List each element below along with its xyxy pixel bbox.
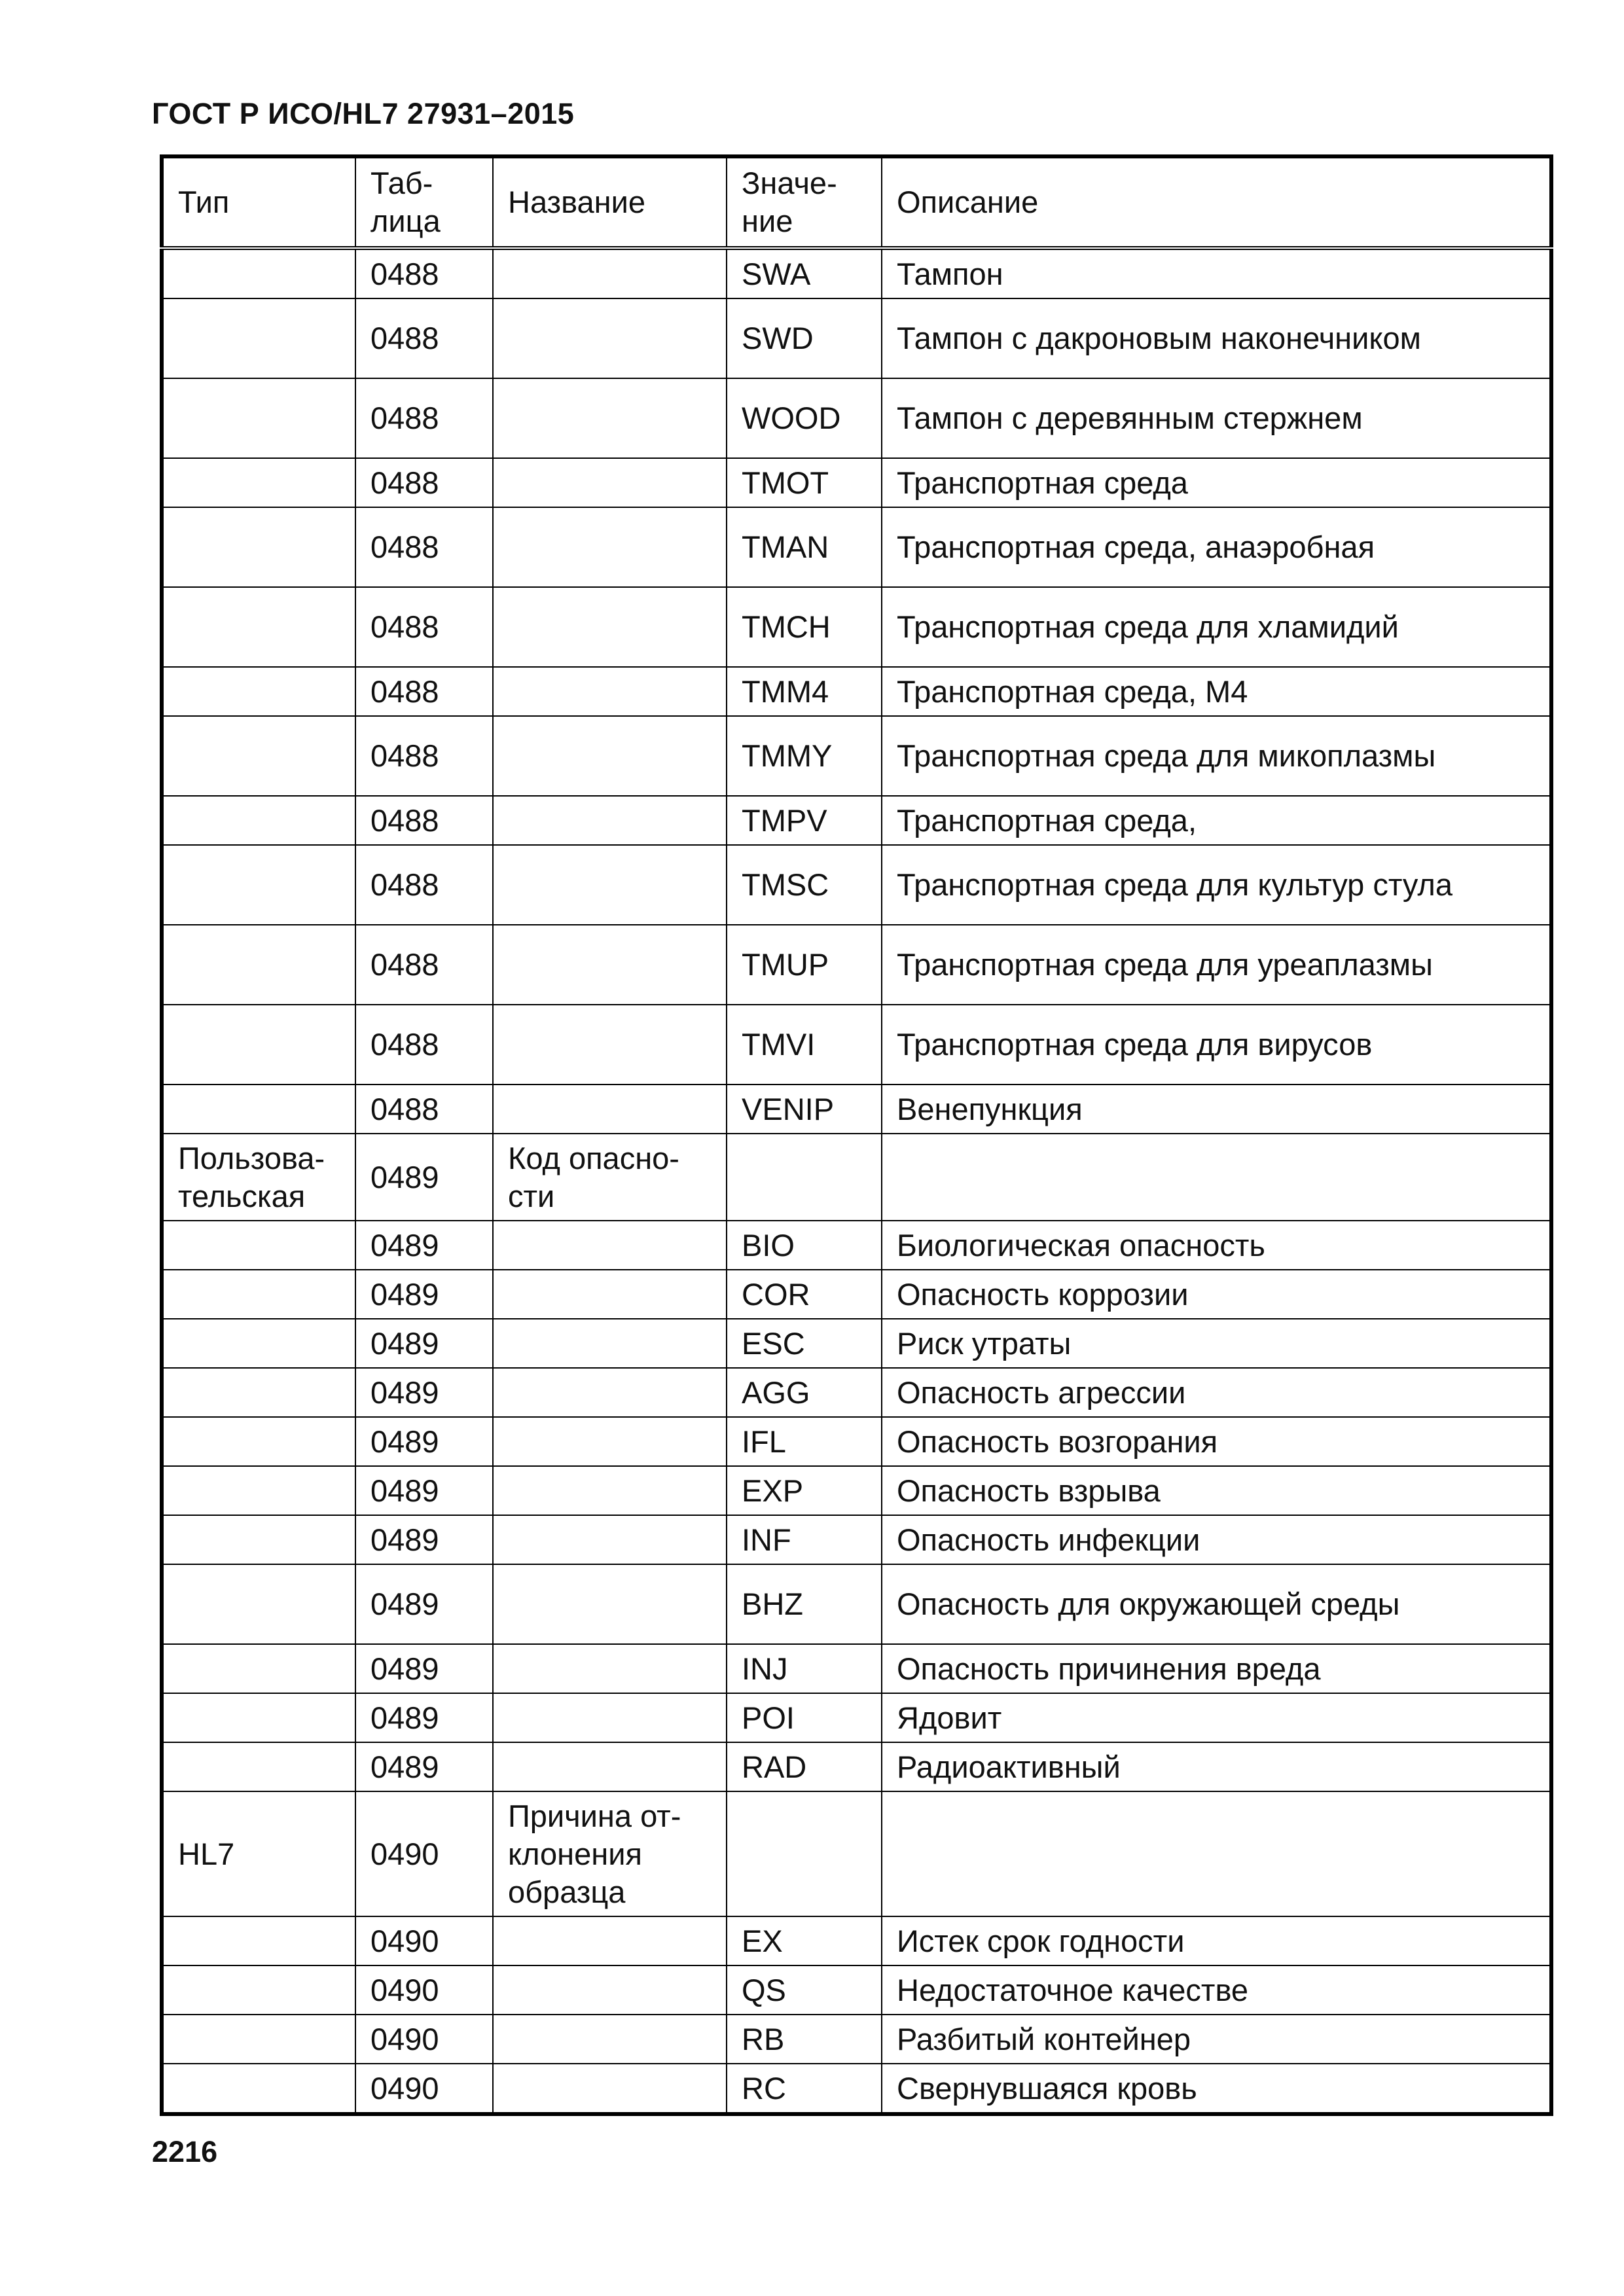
header-row — [162, 156, 1551, 248]
cell-type — [162, 1791, 355, 1916]
cell-value: TMMY — [727, 716, 882, 796]
cell-value: ESC — [727, 1319, 882, 1368]
cell-description — [882, 1791, 1551, 1916]
cell-type — [162, 1965, 355, 2015]
cell-description: Тампон с дакроновым наконечником — [882, 298, 1551, 378]
cell-value: RAD — [727, 1742, 882, 1791]
cell-text-line: HL7 — [178, 1836, 235, 1871]
header-name — [493, 156, 727, 248]
cell-name — [493, 667, 727, 716]
table-row — [162, 248, 1551, 298]
cell-text-line: образца — [508, 1874, 626, 1909]
cell-table: 0489 — [355, 1742, 493, 1791]
cell-type — [162, 458, 355, 507]
cell-type — [162, 1319, 355, 1368]
page-number: 2216 — [152, 2135, 218, 2168]
table-row — [162, 1319, 1551, 1368]
cell-name — [493, 1417, 727, 1466]
codes-table — [160, 154, 1553, 2116]
cell-name — [493, 2015, 727, 2064]
table-row — [162, 796, 1551, 845]
cell-name — [493, 716, 727, 796]
cell-table: 0490 — [355, 1916, 493, 1965]
cell-type — [162, 378, 355, 458]
cell-type — [162, 1134, 355, 1221]
cell-description: Истек срок годности — [882, 1916, 1551, 1965]
cell-name — [493, 1466, 727, 1515]
cell-type — [162, 1515, 355, 1564]
cell-description: Транспортная среда для вирусов — [882, 1005, 1551, 1085]
cell-table: 0489 — [355, 1270, 493, 1319]
cell-table: 0488 — [355, 845, 493, 925]
cell-type — [162, 925, 355, 1005]
table-row — [162, 1791, 1551, 1916]
cell-table: 0490 — [355, 2015, 493, 2064]
cell-text-line: Таб- — [370, 166, 433, 200]
cell-name — [493, 1319, 727, 1368]
cell-type — [162, 1368, 355, 1417]
table-row — [162, 1965, 1551, 2015]
cell-type — [162, 1221, 355, 1270]
table-row — [162, 1085, 1551, 1134]
cell-name — [493, 2064, 727, 2114]
cell-table: 0490 — [355, 1965, 493, 2015]
cell-table: 0488 — [355, 458, 493, 507]
cell-name — [493, 845, 727, 925]
cell-table: 0488 — [355, 667, 493, 716]
cell-type — [162, 507, 355, 587]
cell-type — [162, 587, 355, 667]
cell-text-line: лица — [370, 204, 441, 238]
table-row — [162, 1466, 1551, 1515]
cell-description: Опасность агрессии — [882, 1368, 1551, 1417]
cell-name — [493, 248, 727, 298]
cell-table: 0489 — [355, 1693, 493, 1742]
cell-description: Риск утраты — [882, 1319, 1551, 1368]
document-header: ГОСТ Р ИСО/HL7 27931–2015 — [152, 97, 575, 130]
cell-text-line: Значе- — [742, 166, 837, 200]
cell-type — [162, 248, 355, 298]
cell-name — [493, 1965, 727, 2015]
cell-value: POI — [727, 1693, 882, 1742]
cell-type — [162, 796, 355, 845]
header-type — [162, 156, 355, 248]
cell-description: Транспортная среда для уреаплазмы — [882, 925, 1551, 1005]
cell-type — [162, 716, 355, 796]
cell-value: TMUP — [727, 925, 882, 1005]
header-table — [355, 156, 493, 248]
cell-description: Опасность инфекции — [882, 1515, 1551, 1564]
cell-table: 0488 — [355, 1005, 493, 1085]
cell-text-line: Описание — [897, 185, 1039, 219]
cell-description: Транспортная среда для микоплазмы — [882, 716, 1551, 796]
cell-table: 0489 — [355, 1564, 493, 1644]
cell-value: TMM4 — [727, 667, 882, 716]
table-row — [162, 1742, 1551, 1791]
cell-value: TMOT — [727, 458, 882, 507]
cell-table: 0489 — [355, 1368, 493, 1417]
cell-value: BIO — [727, 1221, 882, 1270]
cell-table: 0489 — [355, 1319, 493, 1368]
cell-description: Венепункция — [882, 1085, 1551, 1134]
cell-value: TMPV — [727, 796, 882, 845]
cell-table: 0489 — [355, 1221, 493, 1270]
cell-type — [162, 1417, 355, 1466]
cell-value: AGG — [727, 1368, 882, 1417]
cell-description: Тампон — [882, 248, 1551, 298]
cell-value — [727, 1134, 882, 1221]
cell-table: 0488 — [355, 716, 493, 796]
cell-description: Транспортная среда, анаэробная — [882, 507, 1551, 587]
cell-description: Свернувшаяся кровь — [882, 2064, 1551, 2114]
cell-table: 0488 — [355, 378, 493, 458]
table-row — [162, 925, 1551, 1005]
cell-description: Транспортная среда — [882, 458, 1551, 507]
cell-name — [493, 1791, 727, 1916]
cell-table: 0489 — [355, 1134, 493, 1221]
header-description — [882, 156, 1551, 248]
cell-value: TMSC — [727, 845, 882, 925]
cell-value: SWD — [727, 298, 882, 378]
cell-name — [493, 1134, 727, 1221]
cell-text-line: Пользова- — [178, 1140, 325, 1175]
cell-description: Транспортная среда, — [882, 796, 1551, 845]
cell-type — [162, 1916, 355, 1965]
cell-value: BHZ — [727, 1564, 882, 1644]
cell-value: INF — [727, 1515, 882, 1564]
cell-value: VENIP — [727, 1085, 882, 1134]
cell-value: TMCH — [727, 587, 882, 667]
table-row — [162, 1417, 1551, 1466]
table-body — [162, 248, 1551, 2114]
cell-description: Транспортная среда для хламидий — [882, 587, 1551, 667]
cell-table: 0489 — [355, 1417, 493, 1466]
cell-name — [493, 1221, 727, 1270]
cell-table: 0490 — [355, 2064, 493, 2114]
cell-value: EXP — [727, 1466, 882, 1515]
cell-type — [162, 2064, 355, 2114]
cell-type — [162, 1564, 355, 1644]
table-row — [162, 378, 1551, 458]
cell-description: Радиоактивный — [882, 1742, 1551, 1791]
cell-name — [493, 378, 727, 458]
cell-description: Опасность взрыва — [882, 1466, 1551, 1515]
cell-name — [493, 1916, 727, 1965]
cell-type — [162, 1085, 355, 1134]
cell-table: 0489 — [355, 1644, 493, 1693]
cell-name — [493, 1005, 727, 1085]
cell-name — [493, 1742, 727, 1791]
table-row — [162, 507, 1551, 587]
cell-name — [493, 1564, 727, 1644]
cell-description: Транспортная среда для культур стула — [882, 845, 1551, 925]
cell-table: 0488 — [355, 298, 493, 378]
cell-description: Транспортная среда, M4 — [882, 667, 1551, 716]
cell-description: Разбитый контейнер — [882, 2015, 1551, 2064]
table-row — [162, 1134, 1551, 1221]
cell-type — [162, 1742, 355, 1791]
cell-type — [162, 1005, 355, 1085]
cell-value: QS — [727, 1965, 882, 2015]
cell-name — [493, 796, 727, 845]
cell-description: Опасность для окружающей среды — [882, 1564, 1551, 1644]
cell-text-line: Код опасно- — [508, 1140, 679, 1175]
cell-value: EX — [727, 1916, 882, 1965]
cell-name — [493, 458, 727, 507]
cell-name — [493, 1085, 727, 1134]
cell-description: Опасность коррозии — [882, 1270, 1551, 1319]
cell-table: 0489 — [355, 1466, 493, 1515]
cell-type — [162, 1270, 355, 1319]
cell-value: IFL — [727, 1417, 882, 1466]
cell-table: 0488 — [355, 796, 493, 845]
cell-value: RB — [727, 2015, 882, 2064]
cell-name — [493, 1270, 727, 1319]
table-row — [162, 298, 1551, 378]
cell-description: Опасность возгорания — [882, 1417, 1551, 1466]
table-row — [162, 1564, 1551, 1644]
table-row — [162, 587, 1551, 667]
table-row — [162, 1515, 1551, 1564]
cell-description: Опасность причинения вреда — [882, 1644, 1551, 1693]
cell-name — [493, 1693, 727, 1742]
cell-name — [493, 1368, 727, 1417]
table-header — [162, 156, 1551, 248]
table-row — [162, 458, 1551, 507]
cell-table: 0488 — [355, 248, 493, 298]
cell-description: Тампон с деревянным стержнем — [882, 378, 1551, 458]
cell-text-line: Причина от- — [508, 1798, 681, 1833]
cell-table: 0490 — [355, 1791, 493, 1916]
cell-type — [162, 2015, 355, 2064]
cell-value: RC — [727, 2064, 882, 2114]
cell-table: 0489 — [355, 1515, 493, 1564]
cell-table: 0488 — [355, 587, 493, 667]
cell-description — [882, 1134, 1551, 1221]
cell-name — [493, 507, 727, 587]
table-row — [162, 1005, 1551, 1085]
cell-text-line: Тип — [178, 185, 230, 219]
cell-value: INJ — [727, 1644, 882, 1693]
cell-type — [162, 845, 355, 925]
cell-table: 0488 — [355, 507, 493, 587]
table-row — [162, 1221, 1551, 1270]
cell-text-line: тельская — [178, 1178, 306, 1213]
table-row — [162, 2064, 1551, 2114]
cell-name — [493, 587, 727, 667]
table-row — [162, 716, 1551, 796]
cell-type — [162, 1644, 355, 1693]
cell-text-line: Название — [508, 185, 646, 219]
cell-value: TMAN — [727, 507, 882, 587]
table-row — [162, 667, 1551, 716]
table-row — [162, 1644, 1551, 1693]
cell-value: COR — [727, 1270, 882, 1319]
cell-text-line: сти — [508, 1178, 555, 1213]
table-row — [162, 845, 1551, 925]
table-row — [162, 1368, 1551, 1417]
cell-table: 0488 — [355, 925, 493, 1005]
cell-type — [162, 1693, 355, 1742]
cell-type — [162, 667, 355, 716]
cell-description: Недостаточное качестве — [882, 1965, 1551, 2015]
cell-value: TMVI — [727, 1005, 882, 1085]
table-row — [162, 1270, 1551, 1319]
cell-text-line: ние — [742, 204, 793, 238]
cell-description: Ядовит — [882, 1693, 1551, 1742]
cell-text-line: клонения — [508, 1836, 642, 1871]
cell-name — [493, 925, 727, 1005]
header-value — [727, 156, 882, 248]
cell-name — [493, 1515, 727, 1564]
cell-description: Биологическая опасность — [882, 1221, 1551, 1270]
cell-name — [493, 1644, 727, 1693]
cell-value: WOOD — [727, 378, 882, 458]
cell-type — [162, 298, 355, 378]
cell-name — [493, 298, 727, 378]
cell-type — [162, 1466, 355, 1515]
cell-table: 0488 — [355, 1085, 493, 1134]
table-row — [162, 2015, 1551, 2064]
cell-value — [727, 1791, 882, 1916]
table-row — [162, 1916, 1551, 1965]
cell-value: SWA — [727, 248, 882, 298]
table-row — [162, 1693, 1551, 1742]
